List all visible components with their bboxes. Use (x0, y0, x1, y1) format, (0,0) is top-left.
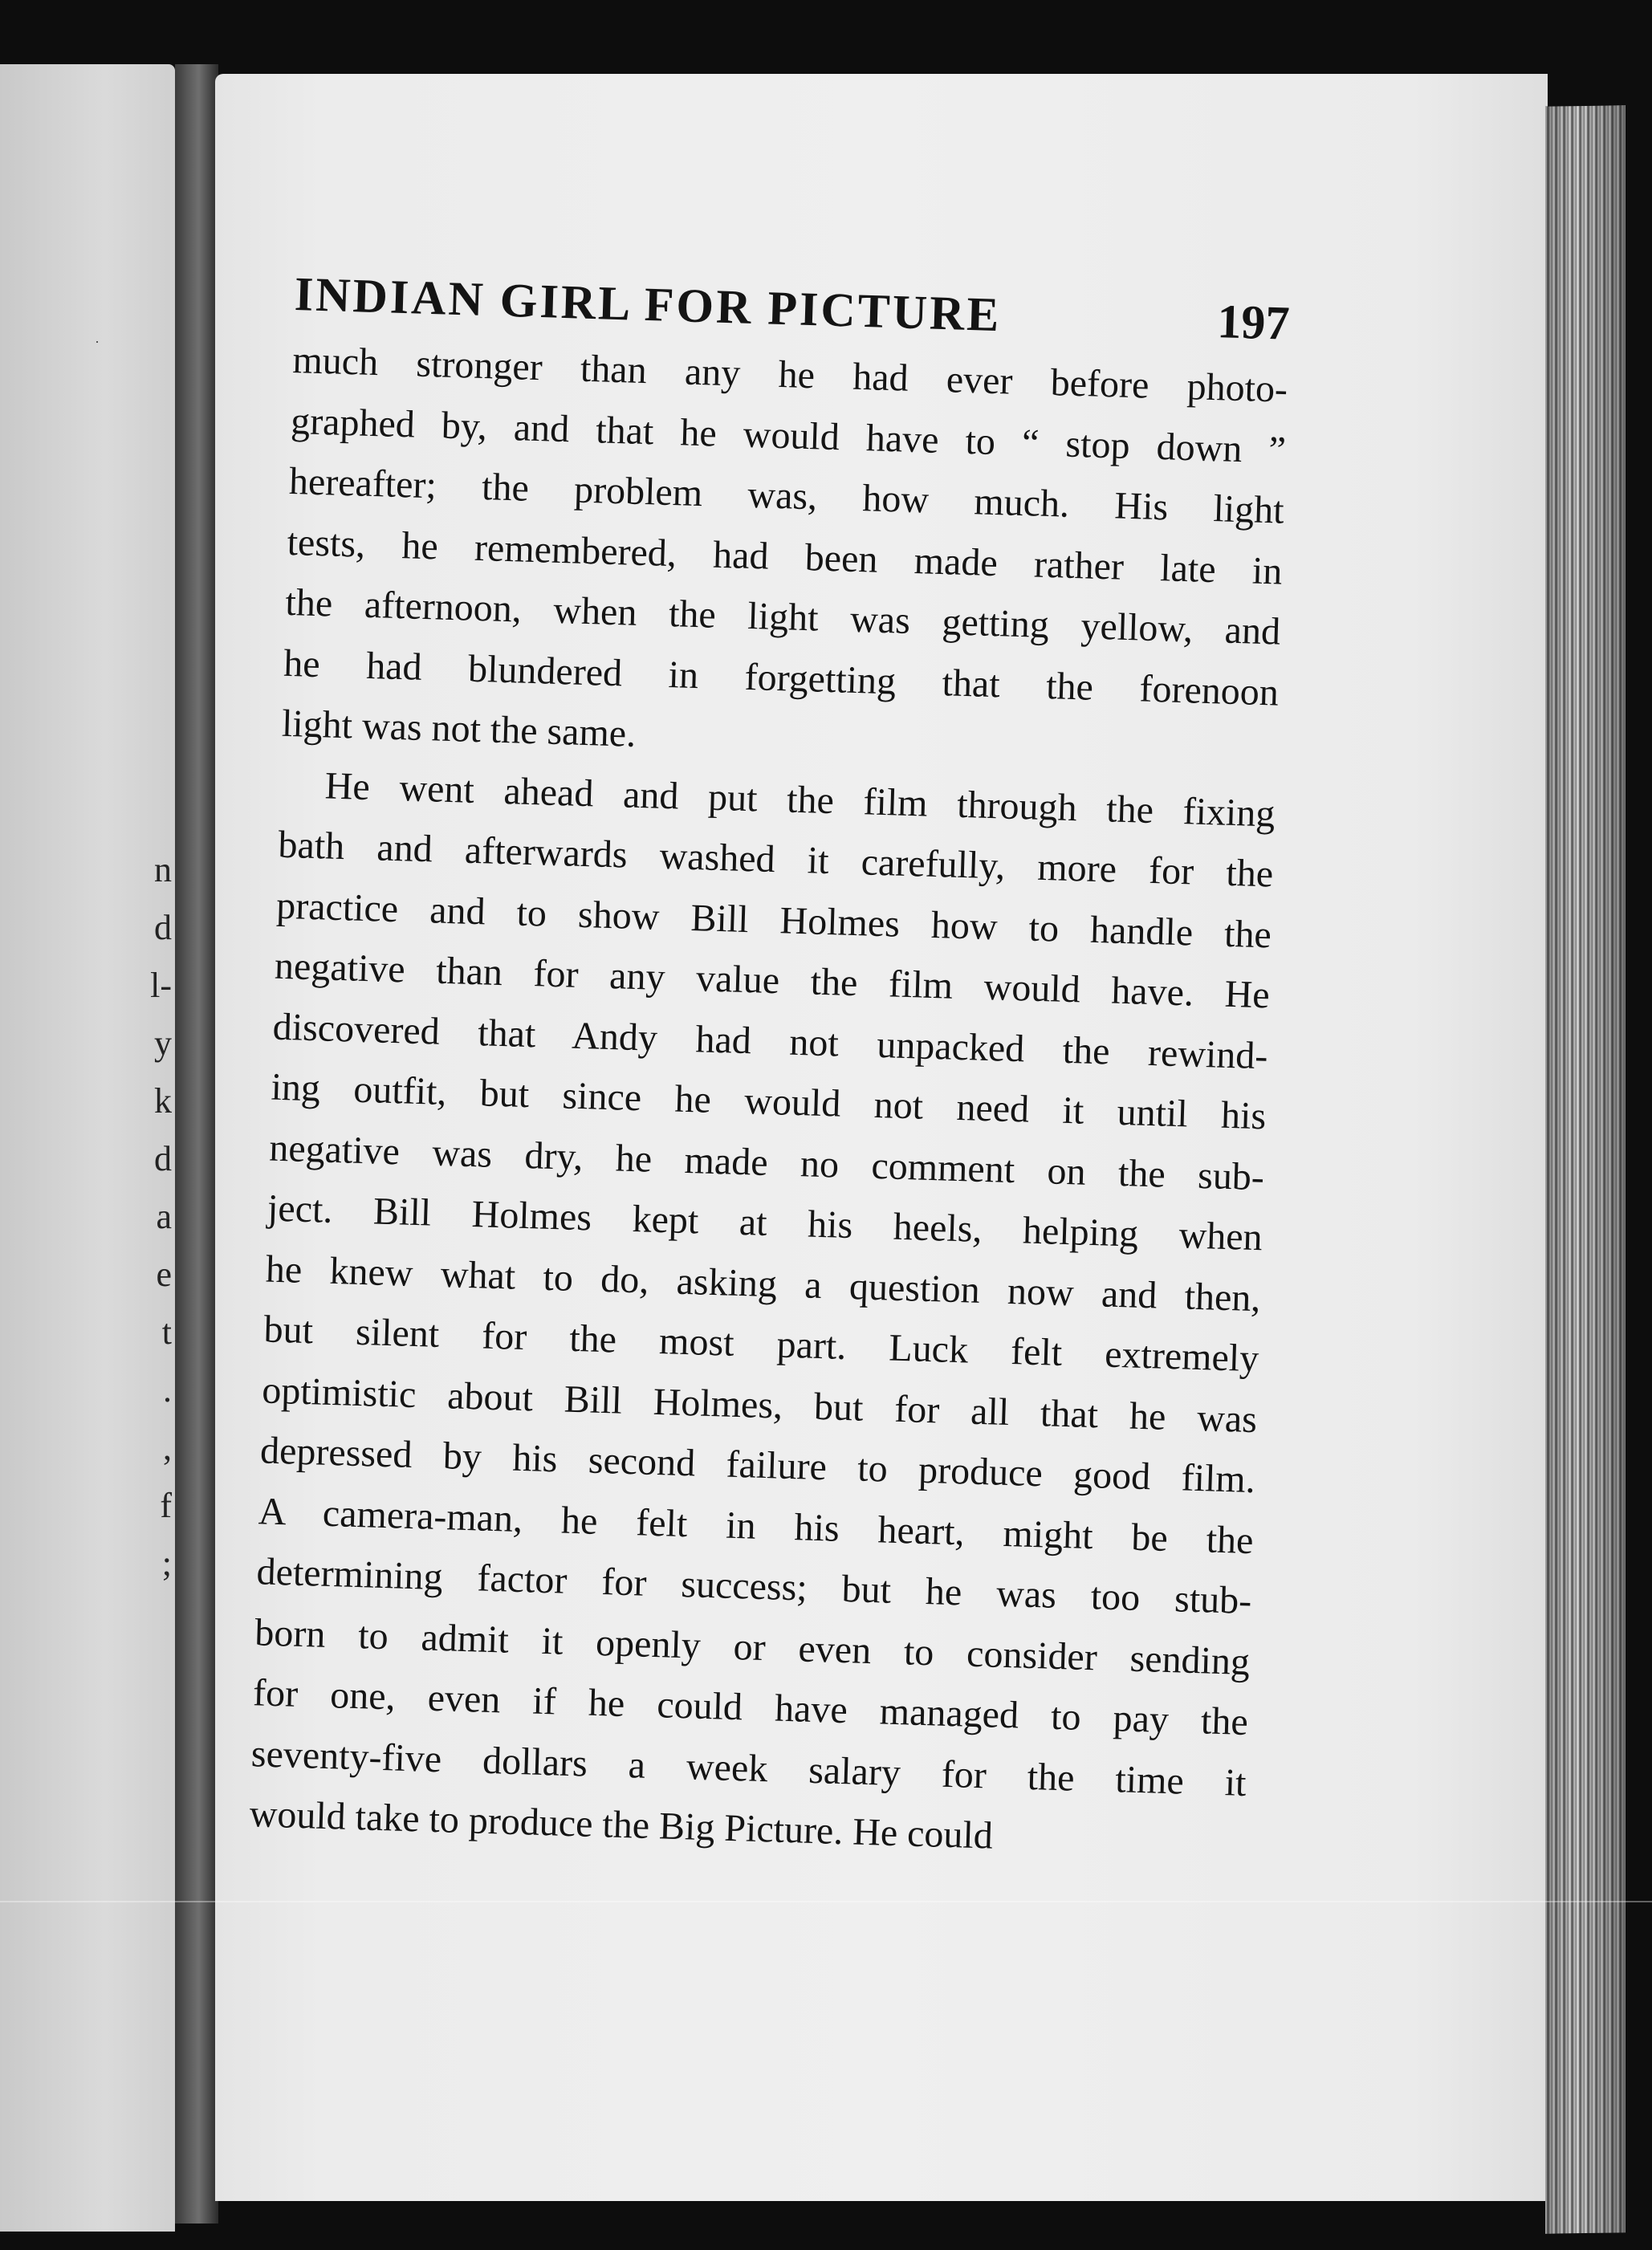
text-line: graphed by, and that he would have to “ stop down ” (290, 399, 1287, 472)
fragment-char: n (154, 850, 172, 889)
text-line: but silent for the most part. Luck felt extremely (262, 1308, 1259, 1381)
scan-artifact-line (0, 1901, 1652, 1902)
text-line: ing outfit, but since he would not need it until his (270, 1065, 1267, 1138)
text-line: ject. Bill Holmes kept at his heels, helping when (267, 1186, 1263, 1259)
page-text-block (249, 267, 1291, 1874)
fragment-char: ; (161, 1544, 172, 1583)
text-line: born to admit it openly or even to consider sending (254, 1610, 1251, 1683)
text-line: much stronger than any he had ever before photo- (291, 338, 1288, 411)
fragment-char: d (154, 908, 172, 947)
text-line: hereafter; the problem was, how much. His light (288, 459, 1285, 532)
book-gutter (175, 64, 218, 2224)
text-line: bath and afterwards washed it carefully, more for the (277, 823, 1274, 896)
fragment-char: d (154, 1139, 172, 1178)
text-line: depressed by his second failure to produce good film. (259, 1429, 1256, 1502)
text-line: for one, even if he could have managed to pay the (252, 1671, 1249, 1743)
fragment-char: , (163, 1428, 172, 1467)
page-mark (96, 341, 98, 343)
text-line: determining factor for success; but he was too stub- (255, 1550, 1252, 1623)
paragraph (249, 754, 1276, 1874)
text-line: optimistic about Bill Holmes, but for all that he was (261, 1368, 1258, 1441)
text-line: negative than for any value the film would have. He (274, 944, 1271, 1017)
body-text (249, 330, 1288, 1874)
text-line: tests, he remembered, had been made rather late in (287, 520, 1284, 593)
fragment-char: . (163, 1370, 172, 1410)
text-line: would take to produce the Big Picture. He could (249, 1792, 994, 1857)
text-line: negative was dry, he made no comment on the sub- (268, 1126, 1265, 1198)
fragment-char: a (156, 1197, 172, 1236)
fragment-char: y (154, 1023, 172, 1063)
fragment-char: e (156, 1255, 172, 1294)
fragment-char: l- (150, 966, 172, 1005)
previous-page-text-fragments (136, 841, 172, 1593)
fragment-char: f (160, 1486, 172, 1525)
running-title: INDIAN GIRL FOR PICTURE (294, 267, 1003, 342)
fragment-char: t (161, 1312, 172, 1352)
text-line: he had blundered in forgetting that the forenoon (283, 641, 1280, 714)
text-line: he knew what to do, asking a question now and then, (265, 1247, 1262, 1320)
page-number: 197 (1216, 295, 1291, 350)
text-line: seventy-five dollars a week salary for the time it (250, 1731, 1247, 1804)
text-line: A camera-man, he felt in his heart, might be the (258, 1489, 1255, 1562)
text-line: He went ahead and put the film through the fixing (324, 763, 1276, 835)
fore-edge-shadow (1545, 106, 1626, 2233)
text-line: light was not the same. (281, 702, 637, 755)
previous-page-edge (0, 64, 175, 2232)
text-line: discovered that Andy had not unpacked the rewind- (272, 1005, 1269, 1077)
paragraph (281, 330, 1288, 783)
text-line: the afternoon, when the light was getting yellow, and (284, 580, 1281, 653)
fragment-char: k (154, 1081, 172, 1121)
text-line: practice and to show Bill Holmes how to handle the (275, 884, 1272, 956)
